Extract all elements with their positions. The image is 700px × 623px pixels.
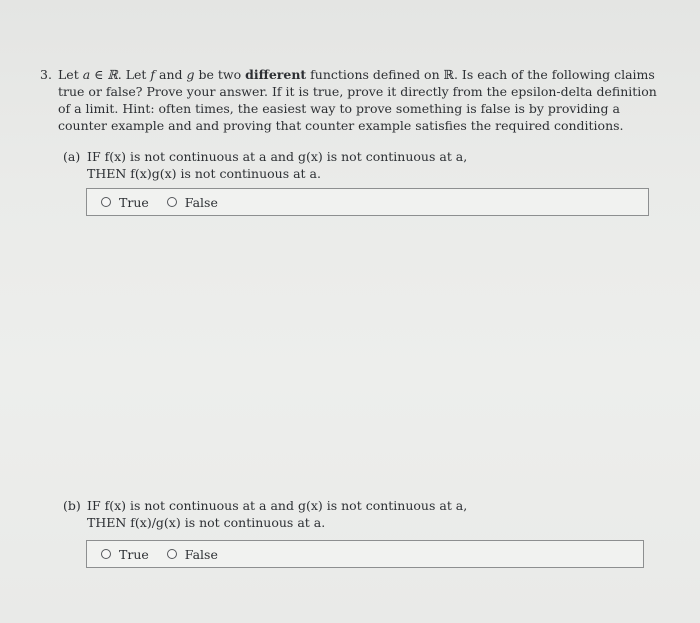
part-b-option-false[interactable] [167, 547, 218, 562]
part-b-option-true[interactable] [101, 547, 149, 562]
part-b-conclusion: THEN f(x)/g(x) is not continuous at a. [87, 515, 326, 530]
math-f: f [150, 67, 156, 82]
part-a-premise: IF f(x) is not continuous at a and g(x) is not continuous at a, [87, 149, 468, 164]
radio-button[interactable] [167, 549, 177, 559]
part-a-option-true[interactable] [101, 195, 149, 210]
part-a-answer-box [86, 188, 649, 216]
part-b-premise: IF f(x) is not continuous at a and g(x) is not continuous at a, [87, 498, 468, 513]
part-b-answer-box [86, 540, 644, 568]
intro-text: Let [58, 67, 83, 82]
option-label: True [119, 194, 149, 210]
option-label: False [184, 194, 218, 210]
part-b-label: (b) [63, 498, 81, 513]
part-a-label: (a) [63, 149, 81, 164]
radio-button[interactable] [167, 197, 177, 207]
question-text [58, 66, 660, 134]
math-a-in-r: a ∈ ℝ [82, 67, 118, 82]
radio-button[interactable] [101, 549, 111, 559]
part-a-conclusion: THEN f(x)g(x) is not continuous at a. [87, 166, 321, 181]
intro-text: and [155, 67, 187, 82]
question-3 [40, 66, 660, 134]
part-a-option-false[interactable] [167, 195, 218, 210]
part-a-line1 [63, 148, 467, 165]
radio-button[interactable] [101, 197, 111, 207]
part-a [63, 148, 467, 182]
part-b-line1 [63, 497, 467, 514]
intro-text: functions defined on ℝ. Is each of the following claims true or false? Prove your answer. If it is true, prove it directly from the epsilon-delta definition of a limit. Hint: often times, the easiest way to prove something is false is by providing a counter example and and proving that counter example satisfies the required conditions. [58, 67, 657, 133]
math-g: g [186, 67, 195, 82]
option-label: True [119, 546, 149, 562]
intro-text: . Let [117, 67, 151, 82]
emphasis-different: different [245, 67, 307, 82]
part-b [63, 497, 467, 531]
option-label: False [184, 546, 218, 562]
intro-text: be two [194, 67, 246, 82]
question-number: 3. [40, 67, 52, 82]
